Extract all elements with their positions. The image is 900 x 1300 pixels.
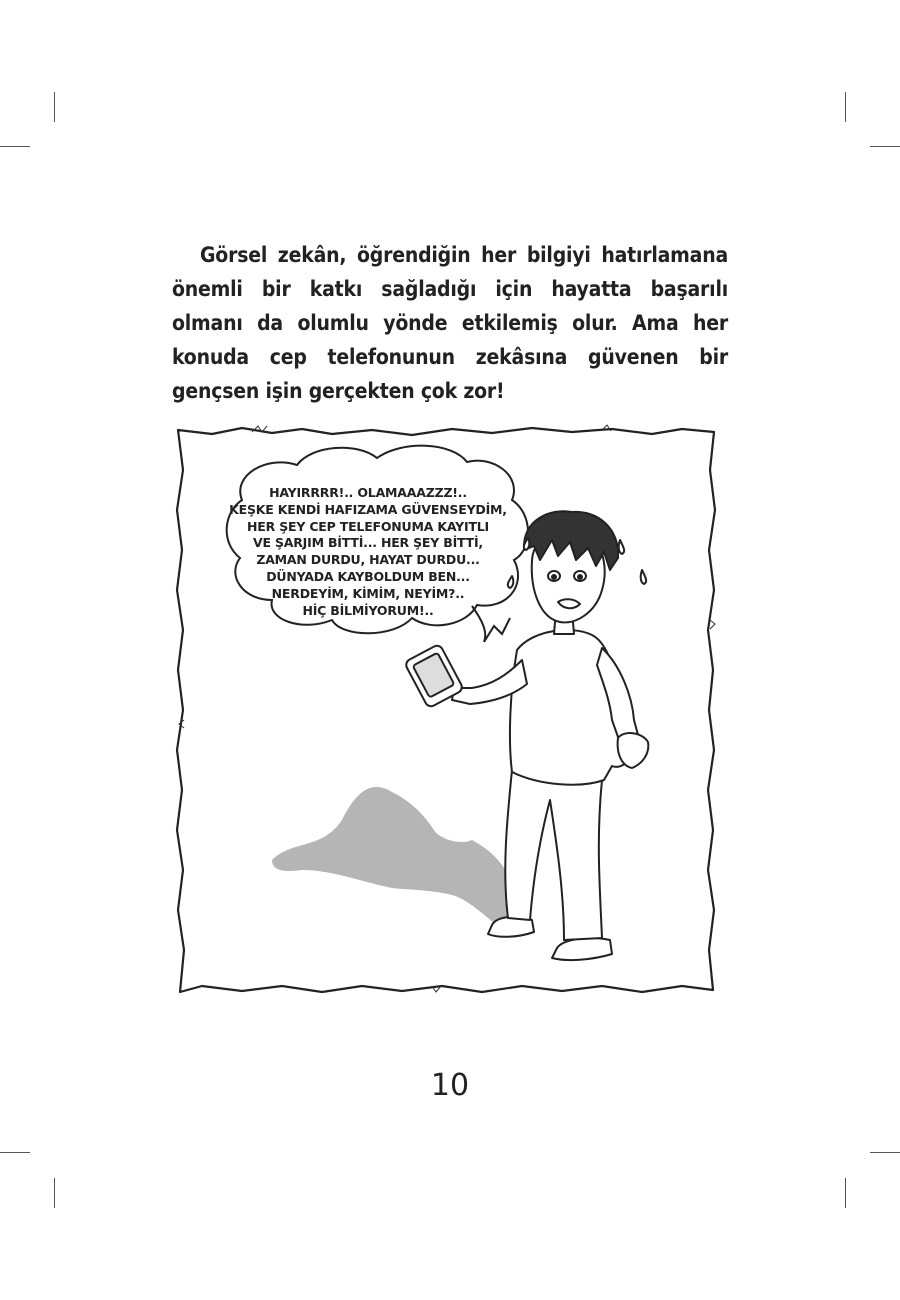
speech-line: DÜNYADA KAYBOLDUM BEN...	[266, 568, 470, 584]
speech-line: KEŞKE KENDİ HAFIZAMA GÜVENSEYDİM,	[229, 501, 507, 517]
crop-mark-bottom-right-horizontal	[870, 1152, 900, 1153]
speech-bubble-text	[218, 485, 518, 619]
crop-mark-bottom-left-horizontal	[0, 1152, 30, 1153]
crop-mark-bottom-left-vertical	[54, 1178, 55, 1208]
crop-mark-top-right-vertical	[845, 92, 846, 122]
character-shadow	[272, 787, 522, 935]
speech-line: HİÇ BİLMİYORUM!..	[302, 602, 434, 618]
speech-line: HAYIRRRR!.. OLAMAAAZZZ!..	[269, 485, 467, 500]
body-paragraph: Görsel zekân, öğrendiğin her bilgiyi hatırlamana önemli bir katkı sağladığı için hayatta başarılı olmanı da olumlu yönde etkilemiş olur. Ama her konuda cep telefonunun zekâsına güvenen bir gençsen işin gerçekten çok zor!	[172, 243, 728, 403]
page-number: 10	[430, 1068, 470, 1103]
crop-mark-bottom-right-vertical	[845, 1178, 846, 1208]
crop-mark-top-right-horizontal	[870, 146, 900, 147]
speech-line: VE ŞARJIM BİTTİ... HER ŞEY BİTTİ,	[253, 535, 483, 551]
crop-mark-top-left-horizontal	[0, 146, 30, 147]
speech-line: ZAMAN DURDU, HAYAT DURDU...	[256, 552, 480, 568]
speech-line: NERDEYİM, KİMİM, NEYİM?..	[271, 585, 465, 601]
crop-mark-top-left-vertical	[54, 92, 55, 122]
speech-line: HER ŞEY CEP TELEFONUMA KAYITLI	[247, 518, 489, 534]
